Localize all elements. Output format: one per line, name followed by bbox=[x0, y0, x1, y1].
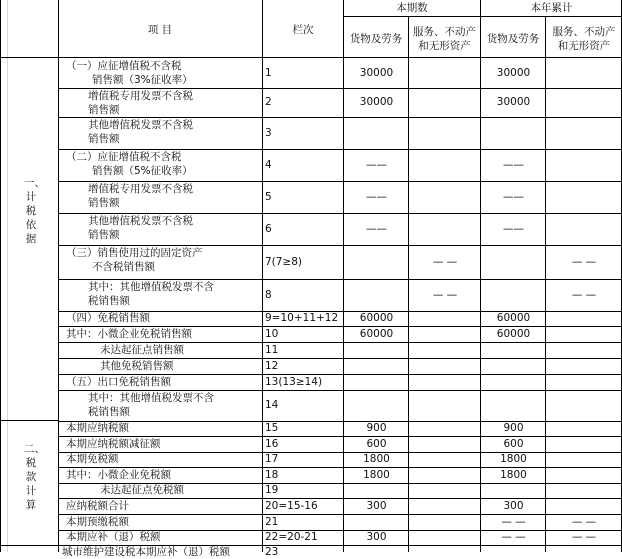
goods-ytd-cell[interactable]: 30000 bbox=[496, 66, 531, 79]
header-year-total: 本年累计 bbox=[530, 2, 573, 14]
row-item-label-continued: 税销售额 bbox=[88, 295, 130, 307]
row-item-label: 应纳税额合计 bbox=[66, 499, 129, 512]
row-hline bbox=[58, 530, 622, 531]
row-item-label: 未达起征点免税额 bbox=[100, 484, 184, 496]
section-divider bbox=[0, 420, 58, 421]
row-hline bbox=[58, 88, 622, 89]
row-column-number: 2 bbox=[265, 96, 272, 108]
row-item-label-continued: 销售额（3%征收率） bbox=[92, 74, 193, 86]
row-column-number: 9=10+11+12 bbox=[265, 312, 339, 324]
row-item-label: 未达起征点销售额 bbox=[100, 343, 184, 356]
row-hline bbox=[58, 421, 622, 422]
goods-ytd-cell[interactable]: 60000 bbox=[496, 312, 531, 324]
goods-current-cell[interactable]: 30000 bbox=[359, 96, 394, 108]
row-hline bbox=[58, 358, 622, 359]
goods-ytd-cell[interactable]: —— bbox=[503, 190, 524, 203]
row-hline bbox=[58, 390, 622, 391]
goods-ytd-cell[interactable]: 1800 bbox=[500, 453, 527, 465]
goods-ytd-cell[interactable]: 60000 bbox=[496, 327, 531, 340]
table-vline bbox=[262, 0, 263, 552]
row-item-label: 本期应纳税额 bbox=[66, 422, 129, 434]
row-item-label: 增值税专用发票不含税 bbox=[88, 183, 193, 195]
header-service-property-ytd-1: 服务、不动产 bbox=[552, 26, 616, 38]
row-item-label-continued: 销售额 bbox=[88, 104, 120, 116]
services-ytd-cell[interactable]: — — bbox=[571, 531, 597, 543]
goods-ytd-cell[interactable]: — — bbox=[501, 531, 526, 543]
row-item-label: （四）免税销售额 bbox=[66, 312, 150, 324]
row-column-number: 7(7≥8) bbox=[265, 255, 303, 268]
sheet-gridline bbox=[7, 0, 8, 552]
row-item-label: （三）销售使用过的固定资产 bbox=[66, 247, 203, 259]
goods-ytd-cell[interactable]: 900 bbox=[503, 422, 524, 434]
header-hline bbox=[343, 16, 622, 17]
section-tax-basis-label: 一、计税依据 bbox=[24, 177, 45, 245]
goods-current-cell[interactable]: 900 bbox=[366, 422, 387, 434]
row-hline bbox=[58, 483, 622, 484]
services-ytd-cell[interactable]: — — bbox=[571, 515, 597, 528]
header-goods-services-ytd: 货物及劳务 bbox=[486, 33, 540, 45]
goods-current-cell[interactable]: 60000 bbox=[359, 312, 394, 324]
row-item-label: 本期预缴税额 bbox=[66, 515, 129, 528]
row-column-number: 17 bbox=[265, 453, 279, 465]
table-border-left bbox=[0, 0, 1, 552]
row-item-label: 其他免税销售额 bbox=[100, 359, 174, 372]
row-item-label: 城市维护建设税本期应补（退）税额 bbox=[62, 546, 230, 558]
goods-ytd-cell[interactable]: — — bbox=[501, 515, 526, 528]
row-item-label: 其他增值税发票不含税 bbox=[88, 119, 193, 131]
header-service-property-ytd-2: 和无形资产 bbox=[557, 40, 611, 52]
header-goods-services-current: 货物及劳务 bbox=[349, 33, 403, 45]
header-bottom-line bbox=[0, 57, 622, 58]
row-column-number: 22=20-21 bbox=[265, 531, 318, 543]
header-column-number: 栏次 bbox=[292, 24, 314, 36]
section-tax-calculation-label: 二、税款计算 bbox=[24, 443, 45, 511]
row-column-number: 12 bbox=[265, 359, 279, 372]
services-ytd-cell[interactable]: — — bbox=[571, 288, 597, 301]
row-column-number: 15 bbox=[265, 422, 279, 434]
row-item-label: 其他增值税发票不含税 bbox=[88, 215, 193, 227]
row-item-label: 其中：小微企业免税销售额 bbox=[66, 327, 192, 340]
row-hline bbox=[58, 374, 622, 375]
services-current-cell[interactable]: — — bbox=[432, 288, 458, 301]
row-hline bbox=[58, 498, 622, 499]
row-column-number: 16 bbox=[265, 437, 279, 450]
table-vline bbox=[480, 0, 481, 552]
table-vline bbox=[545, 17, 546, 552]
row-item-label: 其中：其他增值税发票不含 bbox=[88, 392, 214, 404]
goods-current-cell[interactable]: 300 bbox=[366, 499, 387, 512]
row-column-number: 19 bbox=[265, 484, 279, 496]
row-column-number: 13(13≥14) bbox=[265, 375, 323, 388]
row-item-label-continued: 销售额 bbox=[88, 229, 120, 241]
row-hline bbox=[58, 545, 622, 546]
row-hline bbox=[58, 452, 622, 453]
row-item-label-continued: 销售额 bbox=[88, 133, 120, 145]
row-item-label-continued: 税销售额 bbox=[88, 406, 130, 418]
row-column-number: 10 bbox=[265, 327, 279, 340]
header-service-property-current-2: 和无形资产 bbox=[418, 40, 471, 52]
goods-current-cell[interactable]: 300 bbox=[366, 531, 387, 543]
row-item-label: 本期免税额 bbox=[66, 453, 119, 465]
row-column-number: 1 bbox=[265, 66, 272, 79]
header-current-period: 本期数 bbox=[396, 2, 428, 14]
row-column-number: 5 bbox=[265, 190, 272, 203]
goods-current-cell[interactable]: 1800 bbox=[363, 468, 390, 481]
row-hline bbox=[58, 467, 622, 468]
goods-current-cell[interactable]: —— bbox=[366, 158, 387, 171]
row-item-label: 其中：其他增值税发票不含 bbox=[88, 281, 214, 293]
row-column-number: 14 bbox=[265, 399, 279, 411]
row-item-label-continued: 不含税销售额 bbox=[92, 261, 155, 273]
goods-ytd-cell[interactable]: —— bbox=[503, 158, 524, 171]
goods-current-cell[interactable]: 60000 bbox=[359, 327, 394, 340]
row-column-number: 23 bbox=[265, 546, 279, 558]
row-hline bbox=[58, 311, 622, 312]
row-column-number: 18 bbox=[265, 468, 279, 481]
row-item-label: （二）应征增值税不含税 bbox=[66, 151, 182, 163]
services-current-cell[interactable]: — — bbox=[432, 255, 458, 268]
row-hline bbox=[58, 326, 622, 327]
goods-current-cell[interactable]: —— bbox=[366, 190, 387, 203]
goods-current-cell[interactable]: 600 bbox=[366, 437, 387, 450]
row-hline bbox=[58, 245, 622, 246]
header-item: 项 目 bbox=[147, 24, 173, 36]
goods-ytd-cell[interactable]: 1800 bbox=[500, 468, 527, 481]
header-service-property-current-1: 服务、不动产 bbox=[413, 26, 476, 38]
row-column-number: 21 bbox=[265, 515, 279, 528]
row-column-number: 11 bbox=[265, 343, 279, 356]
row-item-label: 本期应纳税额减征额 bbox=[66, 437, 161, 450]
row-item-label: （五）出口免税销售额 bbox=[66, 375, 171, 388]
goods-ytd-cell[interactable]: 300 bbox=[503, 499, 524, 512]
row-item-label: 增值税专用发票不含税 bbox=[88, 90, 193, 102]
row-column-number: 8 bbox=[265, 288, 272, 301]
row-hline bbox=[58, 181, 622, 182]
row-hline bbox=[58, 514, 622, 515]
row-item-label: 本期应补（退）税额 bbox=[66, 531, 161, 543]
row-column-number: 3 bbox=[265, 126, 272, 139]
row-hline bbox=[58, 149, 622, 150]
row-item-label-continued: 销售额 bbox=[88, 197, 120, 209]
row-hline bbox=[58, 279, 622, 280]
table-vline bbox=[58, 0, 59, 552]
row-column-number: 6 bbox=[265, 222, 272, 235]
goods-current-cell[interactable]: 30000 bbox=[359, 66, 394, 79]
row-hline bbox=[58, 342, 622, 343]
row-item-label-continued: 销售额（5%征收率） bbox=[92, 165, 193, 177]
table-vline bbox=[343, 0, 344, 552]
row-hline bbox=[58, 213, 622, 214]
services-ytd-cell[interactable]: — — bbox=[571, 255, 597, 268]
row-column-number: 4 bbox=[265, 158, 272, 171]
row-hline bbox=[58, 117, 622, 118]
row-hline bbox=[0, 545, 58, 546]
goods-ytd-cell[interactable]: 30000 bbox=[496, 96, 531, 108]
row-column-number: 20=15-16 bbox=[265, 499, 318, 512]
goods-current-cell[interactable]: 1800 bbox=[363, 453, 390, 465]
goods-ytd-cell[interactable]: 600 bbox=[503, 437, 524, 450]
table-vline bbox=[408, 17, 409, 552]
goods-ytd-cell[interactable]: —— bbox=[503, 222, 524, 235]
row-hline bbox=[58, 436, 622, 437]
row-item-label: 其中：小微企业免税额 bbox=[66, 468, 171, 481]
goods-current-cell[interactable]: —— bbox=[366, 222, 387, 235]
row-item-label: （一）应征增值税不含税 bbox=[66, 60, 182, 72]
